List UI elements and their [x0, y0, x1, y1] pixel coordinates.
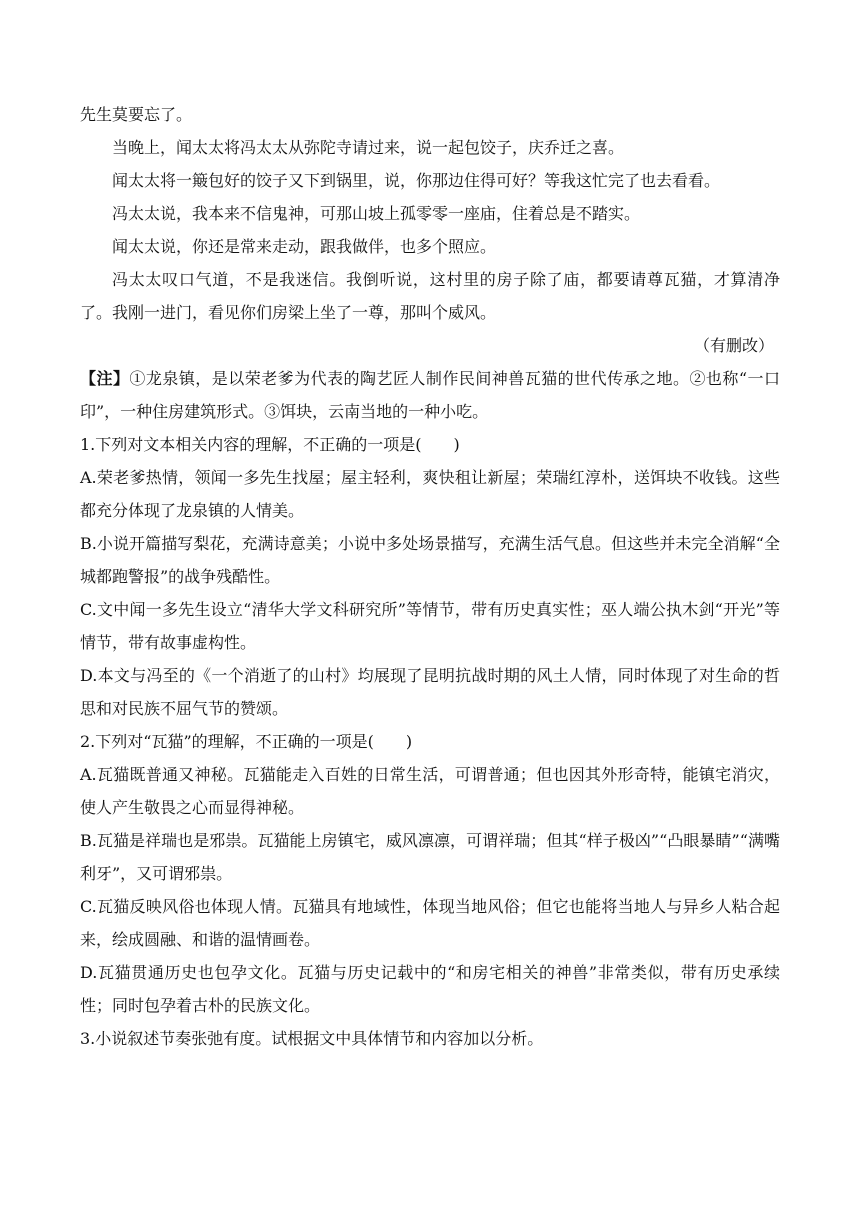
question-option: A.瓦猫既普通又神秘。瓦猫能走入百姓的日常生活，可谓普通；但也因其外形奇特，能镇宅消灾，使人产生敬畏之心而显得神秘。 [80, 765, 780, 817]
question-stem: 3.小说叙述节奏张弛有度。试根据文中具体情节和内容加以分析。 [80, 1029, 544, 1048]
story-paragraph: 冯太太叹口气道，不是我迷信。我倒听说，这村里的房子除了庙，都要请尊瓦猫，才算清净了。我刚一进门，看见你们房梁上坐了一尊，那叫个威风。 [80, 270, 780, 322]
story-paragraph: 闻太太将一簸包好的饺子又下到锅里，说，你那边住得可好？等我这忙完了也去看看。 [112, 171, 721, 190]
document-page [80, 98, 780, 1055]
story-paragraph: 先生莫要忘了。 [80, 105, 193, 124]
story-paragraph: 闻太太说，你还是常来走动，跟我做伴，也多个照应。 [112, 237, 497, 256]
annotation [80, 362, 780, 428]
source-note: （有删改） [693, 336, 774, 355]
question-stem: 2.下列对“瓦猫”的理解，不正确的一项是( ) [80, 732, 413, 751]
question-stem: 1.下列对文本相关内容的理解，不正确的一项是( ) [80, 435, 460, 454]
question-option: C.文中闻一多先生设立“清华大学文科研究所”等情节，带有历史真实性；巫人端公执木剑“开光”等情节，带有故事虚构性。 [80, 600, 780, 652]
question-option: D.本文与冯至的《一个消逝了的山村》均展现了昆明抗战时期的风土人情，同时体现了对生命的哲思和对民族不屈气节的赞颂。 [80, 666, 780, 718]
question-option: C.瓦猫反映风俗也体现人情。瓦猫具有地域性，体现当地风俗；但它也能将当地人与异乡人粘合起来，绘成圆融、和谐的温情画卷。 [80, 897, 780, 949]
story-paragraph: 当晚上，闻太太将冯太太从弥陀寺请过来，说一起包饺子，庆乔迁之喜。 [112, 138, 625, 157]
annotation-text: ①龙泉镇，是以荣老爹为代表的陶艺匠人制作民间神兽瓦猫的世代传承之地。②也称“一口印”，一种住房建筑形式。③饵块，云南当地的一种小吃。 [80, 369, 780, 421]
question-option: A.荣老爹热情，领闻一多先生找屋；屋主轻利，爽快租让新屋；荣瑞红淳朴，送饵块不收钱。这些都充分体现了龙泉镇的人情美。 [80, 468, 780, 520]
annotation-label: 【注】 [80, 369, 130, 388]
question-option: B.瓦猫是祥瑞也是邪祟。瓦猫能上房镇宅，威风凛凛，可谓祥瑞；但其“样子极凶”“凸眼暴睛”“满嘴利牙”，又可谓邪祟。 [80, 831, 780, 883]
question-option: B.小说开篇描写梨花，充满诗意美；小说中多处场景描写，充满生活气息。但这些并未完全消解“全城都跑警报”的战争残酷性。 [80, 534, 780, 586]
story-paragraph: 冯太太说，我本来不信鬼神，可那山坡上孤零零一座庙，住着总是不踏实。 [112, 204, 641, 223]
question-option: D.瓦猫贯通历史也包孕文化。瓦猫与历史记载中的“和房宅相关的神兽”非常类似，带有历史承续性；同时包孕着古朴的民族文化。 [80, 963, 780, 1015]
